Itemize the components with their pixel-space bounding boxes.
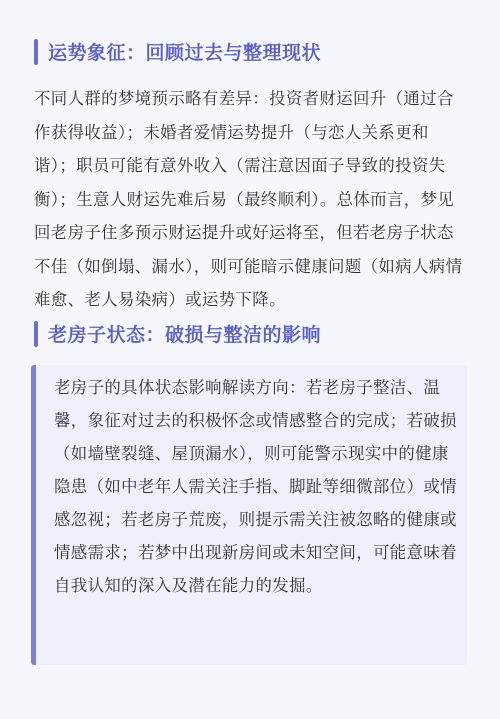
quote-block xyxy=(31,365,467,665)
heading-accent-bar xyxy=(34,321,38,347)
section-paragraph: 不同人群的梦境预示略有差异：投资者财运回升（通过合作获得收益）；未婚者爱情运势提升（与恋人关系更和谐）；职员可能有意外收入（需注意因面子导致的投资失衡）；生意人财运先难后易（最终顺利）。总体而言，梦见回老房子住多预示财运提升或好运将至，但若老房子状态不佳（如倒塌、漏水），则可能暗示健康问题（如病人病情难愈、老人易染病）或运势下降。 xyxy=(34,89,463,309)
section-heading-fortune xyxy=(34,38,321,65)
section-title: 运势象征：回顾过去与整理现状 xyxy=(48,42,322,64)
quote-paragraph: 老房子的具体状态影响解读方向：若老房子整洁、温馨，象征对过去的积极怀念或情感整合的完成；若破损（如墙壁裂缝、屋顶漏水），则可能警示现实中的健康隐患（如中老年人需关注手指、脚趾等细微部位）或情感忽视；若老房子荒废，则提示需关注被忽略的健康或情感需求；若梦中出现新房间或未知空间，可能意味着自我认知的深入及潜在能力的发掘。 xyxy=(54,378,457,595)
heading-accent-bar xyxy=(34,39,38,65)
section-title: 老房子状态：破损与整洁的影响 xyxy=(48,324,322,346)
section-heading-house-state xyxy=(34,320,321,347)
